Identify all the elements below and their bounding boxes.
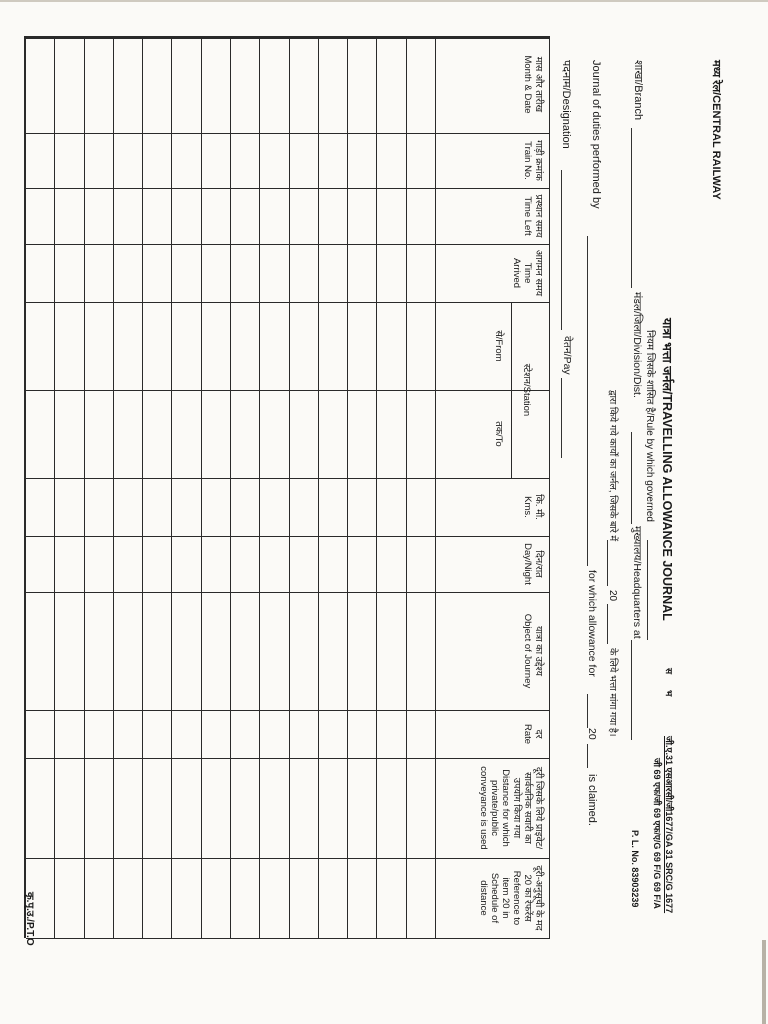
column-header-5 bbox=[493, 305, 504, 387]
table-row-line bbox=[113, 36, 114, 938]
column-header-hindi: दूरी-अनुसूची के मद 20 का रेफरेंस bbox=[522, 865, 544, 931]
table-row[interactable] bbox=[349, 39, 376, 938]
scan-right-edge bbox=[762, 940, 766, 1024]
form-mark-2: भ bbox=[664, 690, 674, 697]
column-header-12 bbox=[478, 861, 544, 935]
column-header-english: Month & Date bbox=[522, 55, 533, 114]
division-label: मंडल/जिला/Division/Dist. bbox=[631, 292, 643, 398]
column-header-hindi: तक/To bbox=[493, 421, 504, 447]
rule-label: नियम जिसके शासित है/Rule by which governed bbox=[644, 330, 655, 522]
headquarters-line bbox=[631, 640, 632, 740]
scan-top-edge bbox=[0, 0, 768, 2]
column-header-10 bbox=[522, 713, 544, 755]
form-title: यात्रा भत्ता जर्नल/TRAVELLING ALLOWANCE JOURNAL bbox=[660, 318, 674, 621]
table-column-line bbox=[26, 938, 550, 939]
table-row[interactable] bbox=[203, 39, 230, 938]
table-row[interactable] bbox=[86, 39, 113, 938]
column-header-hindi: प्रस्थान समय bbox=[533, 194, 544, 238]
pay-label: वेतन/Pay bbox=[561, 336, 573, 375]
table-row-line bbox=[289, 36, 290, 938]
column-header-hindi: दिन/रात bbox=[533, 550, 544, 578]
pl-number: P. L. No. 83903239 bbox=[630, 830, 640, 908]
table-row[interactable] bbox=[379, 39, 406, 938]
org-name: मध्य रेल/CENTRAL RAILWAY bbox=[710, 60, 722, 200]
table-row[interactable] bbox=[57, 39, 84, 938]
column-header-english: Kms. bbox=[522, 496, 533, 518]
column-header-hindi: दूरी जिसके लिये प्राइवेट/सार्वजनिक सवारी का उपयोग किया गया bbox=[511, 766, 544, 850]
column-header-8 bbox=[522, 539, 544, 589]
table-row[interactable] bbox=[320, 39, 347, 938]
journal-label: Journal of duties performed by bbox=[590, 60, 602, 209]
table-row-line bbox=[376, 36, 377, 938]
column-header-9 bbox=[522, 595, 544, 707]
table-row[interactable] bbox=[262, 39, 289, 938]
column-header-3 bbox=[522, 191, 544, 241]
pay-line bbox=[561, 378, 562, 458]
hindi-year-line bbox=[607, 604, 608, 644]
table-row[interactable] bbox=[115, 39, 142, 938]
column-header-hindi: आगमन समय bbox=[533, 249, 544, 297]
hindi-journal-line: द्वारा किये गये कार्यों का जर्नल, जिसके बारे में bbox=[607, 390, 618, 542]
table-row[interactable] bbox=[174, 39, 201, 938]
column-header-6 bbox=[493, 393, 504, 475]
table-row-line bbox=[347, 36, 348, 938]
column-header-english: Rate bbox=[522, 723, 533, 745]
branch-line bbox=[631, 128, 632, 288]
table-row-line bbox=[406, 36, 407, 938]
column-header-2 bbox=[522, 136, 544, 185]
table-row[interactable] bbox=[27, 39, 54, 938]
table-top-border bbox=[549, 36, 550, 938]
hindi-journal-blank bbox=[607, 540, 608, 586]
column-header-english: Reference to item 20 in Schedule of distance bbox=[478, 870, 522, 926]
column-header-english: Object of Journey bbox=[522, 613, 533, 689]
form-code-1: जी.ए.31 एसआरसी/जी1677/GA 31 SRC/G 1677 bbox=[664, 736, 674, 914]
hindi-year: 20 bbox=[607, 590, 618, 602]
column-header-hindi: मास और तारीख bbox=[533, 56, 544, 113]
column-header-hindi: से/From bbox=[493, 330, 504, 362]
allowance-label: for which allowance for bbox=[586, 570, 598, 677]
table-bottom-border bbox=[24, 36, 26, 938]
table-row-line bbox=[318, 36, 319, 938]
column-header-hindi: यात्रा का उद्देश्य bbox=[533, 625, 544, 677]
column-header-english: Time Left bbox=[522, 196, 533, 236]
column-header-english: Time Arrived bbox=[511, 257, 533, 289]
allowance-line bbox=[587, 694, 588, 728]
journal-line bbox=[587, 236, 588, 566]
column-header-english: Train No. bbox=[522, 141, 533, 180]
table-row[interactable] bbox=[408, 39, 435, 938]
table-row-line bbox=[230, 36, 231, 938]
division-line bbox=[631, 432, 632, 524]
table-row-line bbox=[171, 36, 172, 938]
column-header-7 bbox=[522, 481, 544, 533]
year-label: 20 bbox=[586, 728, 598, 740]
column-header-11 bbox=[478, 761, 544, 855]
table-row[interactable] bbox=[144, 39, 171, 938]
column-header-hindi: गाड़ी क्रमांक bbox=[533, 140, 544, 181]
column-header-english: Distance for which private/public conveyance is used bbox=[478, 766, 511, 850]
designation-label: पदनाम/Designation bbox=[560, 60, 572, 149]
column-header-1 bbox=[522, 39, 544, 130]
table-row-line bbox=[142, 36, 143, 938]
table-row-line bbox=[201, 36, 202, 938]
column-header-english: Day/Night bbox=[522, 543, 533, 585]
table-header-divider bbox=[435, 36, 436, 938]
year-line bbox=[587, 744, 588, 768]
table-row[interactable] bbox=[232, 39, 259, 938]
table-row-line bbox=[84, 36, 85, 938]
form-mark-1: स bbox=[664, 668, 674, 675]
rule-line bbox=[647, 540, 648, 640]
column-header-hindi: दर bbox=[533, 729, 544, 739]
headquarters-label: मुख्यालय/Headquarters at bbox=[631, 526, 643, 639]
table-row-line bbox=[54, 36, 55, 938]
table-row-line bbox=[259, 36, 260, 938]
pto-label: कृ.पृ.उ./P.T.O bbox=[24, 892, 35, 946]
form-code-2: जी 69 एफ/जी 69 एफ/ए/G 69 F/G 69 F/A bbox=[652, 758, 662, 909]
hindi-claim-line: के लिये भत्ता मांगा गया है। bbox=[607, 648, 618, 737]
station-group-divider bbox=[511, 302, 512, 478]
claimed-label: is claimed. bbox=[586, 774, 598, 826]
table-row[interactable] bbox=[291, 39, 318, 938]
column-header-hindi: कि. मी. bbox=[533, 494, 544, 520]
station-group-header: स्टेशन/Station bbox=[521, 363, 532, 417]
branch-label: शाखा/Branch bbox=[632, 60, 644, 121]
column-header-4 bbox=[511, 247, 544, 299]
designation-line bbox=[561, 170, 562, 330]
